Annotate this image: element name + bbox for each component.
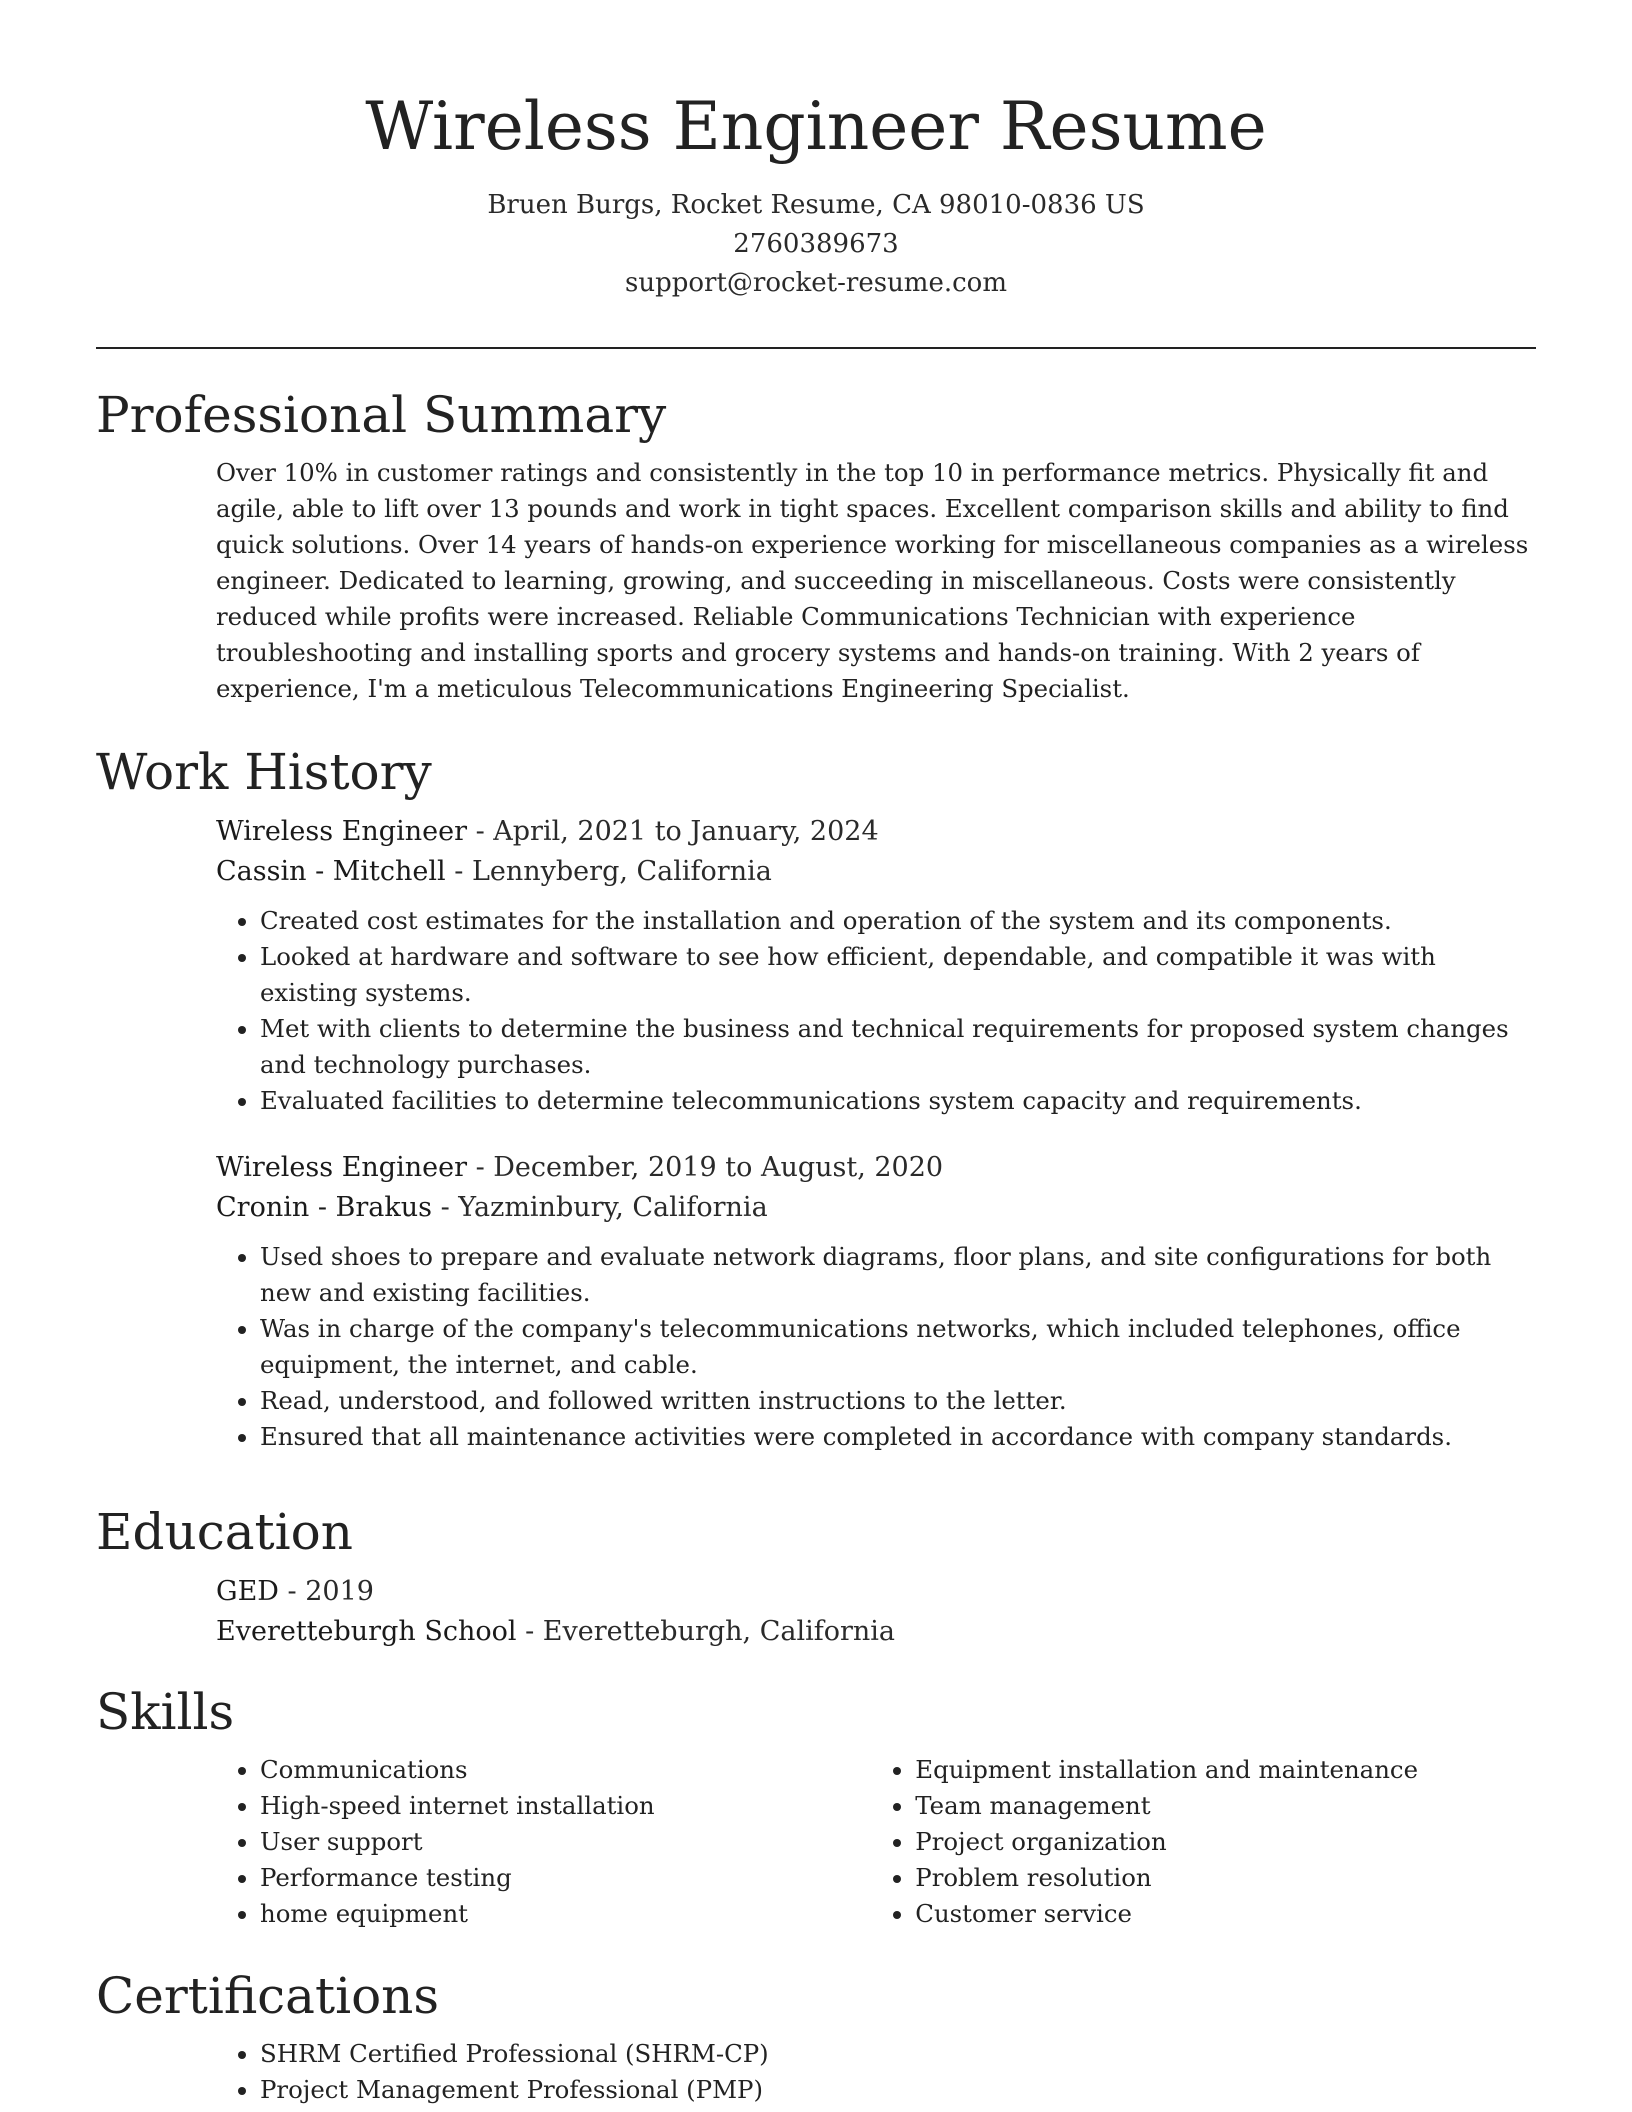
section-professional-summary [96, 383, 1536, 707]
education-year: - 2019 [278, 1576, 374, 1607]
job-dates: - December, 2019 to August, 2020 [466, 1152, 944, 1183]
job-dates: - April, 2021 to January, 2024 [466, 816, 879, 847]
list-item: • Project Management Professional (PMP) [260, 2072, 1536, 2108]
list-item: • Was in charge of the company's telecommunications networks, which included telephones, office equipment, the internet, and cable. [260, 1311, 1536, 1383]
list-item: • Evaluated facilities to determine telecommunications system capacity and requirements. [260, 1083, 1536, 1119]
summary-text: Over 10% in customer ratings and consistently in the top 10 in performance metrics. Physically fit and agile, able to lift over 13 pounds and work in tight spaces. Excellent comparison skills and ability to find quick solutions. Over 14 years of hands-on experience working for miscellaneous companies as a wireless engineer. Dedicated to learning, growing, and succeeding in miscellaneous. Costs were consistently reduced while profits were increased. Reliable Communications Technician with experience troubleshooting and installing sports and grocery systems and hands-on training. With 2 years of experience, I'm a meticulous Telecommunications Engineering Specialist. [216, 458, 1529, 703]
job-entry [216, 812, 1536, 1119]
contact-phone: 2760389673 [733, 229, 899, 259]
job-company: Cronin - Brakus [216, 1192, 432, 1223]
section-certifications [96, 1964, 1536, 2108]
list-item: • High-speed internet installation [260, 1788, 871, 1824]
list-item: • Project organization [915, 1824, 1536, 1860]
job-bullets [216, 903, 1536, 1119]
job-title: Wireless Engineer [216, 1152, 467, 1183]
job-title-line [216, 1148, 1536, 1188]
skills-list-right [871, 1752, 1536, 1932]
list-item: • home equipment [260, 1896, 871, 1932]
list-item: • Communications [260, 1752, 871, 1788]
skills-columns [216, 1752, 1536, 1932]
certifications-list [216, 2036, 1536, 2108]
job-company-line [216, 1188, 1536, 1228]
section-heading-education: Education [96, 1503, 353, 1561]
job-entry [216, 1148, 1536, 1455]
resume-header [96, 0, 1536, 303]
list-item: • Created cost estimates for the installation and operation of the system and its components. [260, 903, 1536, 939]
education-degree: GED [216, 1576, 279, 1607]
list-item: • User support [260, 1824, 871, 1860]
job-company: Cassin - Mitchell [216, 856, 446, 887]
job-company-line [216, 852, 1536, 892]
section-education [96, 1500, 1536, 1652]
resume-title: Wireless Engineer Resume [365, 88, 1267, 165]
section-work-history [96, 740, 1536, 1455]
section-heading-summary: Professional Summary [96, 386, 667, 444]
contact-email[interactable]: support@rocket-resume.com [624, 268, 1007, 298]
list-item: • Customer service [915, 1896, 1536, 1932]
section-skills [96, 1680, 1536, 1932]
list-item: • Used shoes to prepare and evaluate network diagrams, floor plans, and site configurations for both new and existing facilities. [260, 1239, 1536, 1311]
section-heading-work: Work History [96, 743, 432, 801]
section-heading-skills: Skills [96, 1683, 235, 1741]
list-item: • Problem resolution [915, 1860, 1536, 1896]
resume-page [96, 0, 1536, 2104]
job-location: - Yazminbury, California [431, 1192, 768, 1223]
header-divider [96, 347, 1536, 349]
job-bullets [216, 1239, 1536, 1455]
list-item: • Equipment installation and maintenance [915, 1752, 1536, 1788]
education-school-line [216, 1612, 1536, 1652]
list-item: • SHRM Certified Professional (SHRM-CP) [260, 2036, 1536, 2072]
list-item: • Performance testing [260, 1860, 871, 1896]
list-item: • Team management [915, 1788, 1536, 1824]
skills-list-left [216, 1752, 871, 1932]
job-title: Wireless Engineer [216, 816, 467, 847]
education-location: - Everetteburgh, California [516, 1616, 896, 1647]
list-item: • Read, understood, and followed written instructions to the letter. [260, 1383, 1536, 1419]
education-school: Everetteburgh School [216, 1616, 517, 1647]
section-heading-certifications: Certifications [96, 1967, 440, 2025]
list-item: • Met with clients to determine the business and technical requirements for proposed system changes and technology purchases. [260, 1011, 1536, 1083]
list-item: • Looked at hardware and software to see how efficient, dependable, and compatible it was with existing systems. [260, 939, 1536, 1011]
list-item: • Ensured that all maintenance activities were completed in accordance with company standards. [260, 1419, 1536, 1455]
job-title-line [216, 812, 1536, 852]
contact-address: Bruen Burgs, Rocket Resume, CA 98010-0836 US [487, 190, 1145, 220]
education-degree-line [216, 1572, 1536, 1612]
job-location: - Lennyberg, California [445, 856, 772, 887]
contact-block [96, 186, 1536, 303]
